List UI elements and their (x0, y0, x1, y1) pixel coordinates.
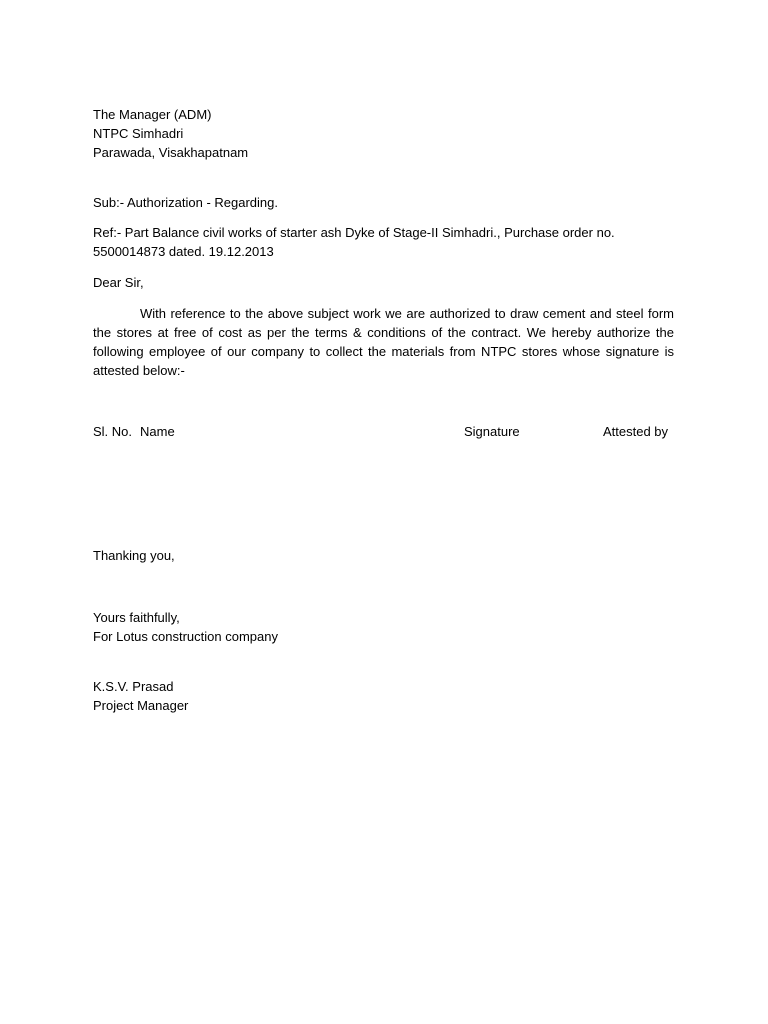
header-sl-no: Sl. No. (93, 424, 133, 439)
signatory-name: K.S.V. Prasad (93, 679, 174, 694)
header-name: Name (140, 424, 175, 439)
body-line-2: the stores at free of cost as per the terms & conditions of the contract. We hereby authorize the (93, 325, 674, 340)
body-paragraph (93, 304, 674, 380)
thanks-line: Thanking you, (93, 548, 175, 563)
signatory-title: Project Manager (93, 698, 189, 713)
header-signature: Signature (464, 424, 520, 439)
header-attested-by: Attested by (603, 424, 669, 439)
reference-line-2: 5500014873 dated. 19.12.2013 (93, 244, 274, 259)
closing-line-2: For Lotus construction company (93, 629, 278, 644)
body-line-4: attested below:- (93, 363, 185, 378)
recipient-line-2: NTPC Simhadri (93, 126, 184, 141)
reference-line-1: Ref:- Part Balance civil works of starter ash Dyke of Stage-II Simhadri., Purchase order no. (93, 225, 615, 240)
body-line-3: following employee of our company to collect the materials from NTPC stores whose signature is (93, 344, 674, 359)
recipient-line-3: Parawada, Visakhapatnam (93, 145, 249, 160)
closing-line-1: Yours faithfully, (93, 610, 180, 625)
salutation: Dear Sir, (93, 275, 144, 290)
subject-line: Sub:- Authorization - Regarding. (93, 195, 278, 210)
body-line-1: With reference to the above subject work we are authorized to draw cement and steel form (140, 306, 674, 321)
recipient-line-1: The Manager (ADM) (93, 107, 212, 122)
